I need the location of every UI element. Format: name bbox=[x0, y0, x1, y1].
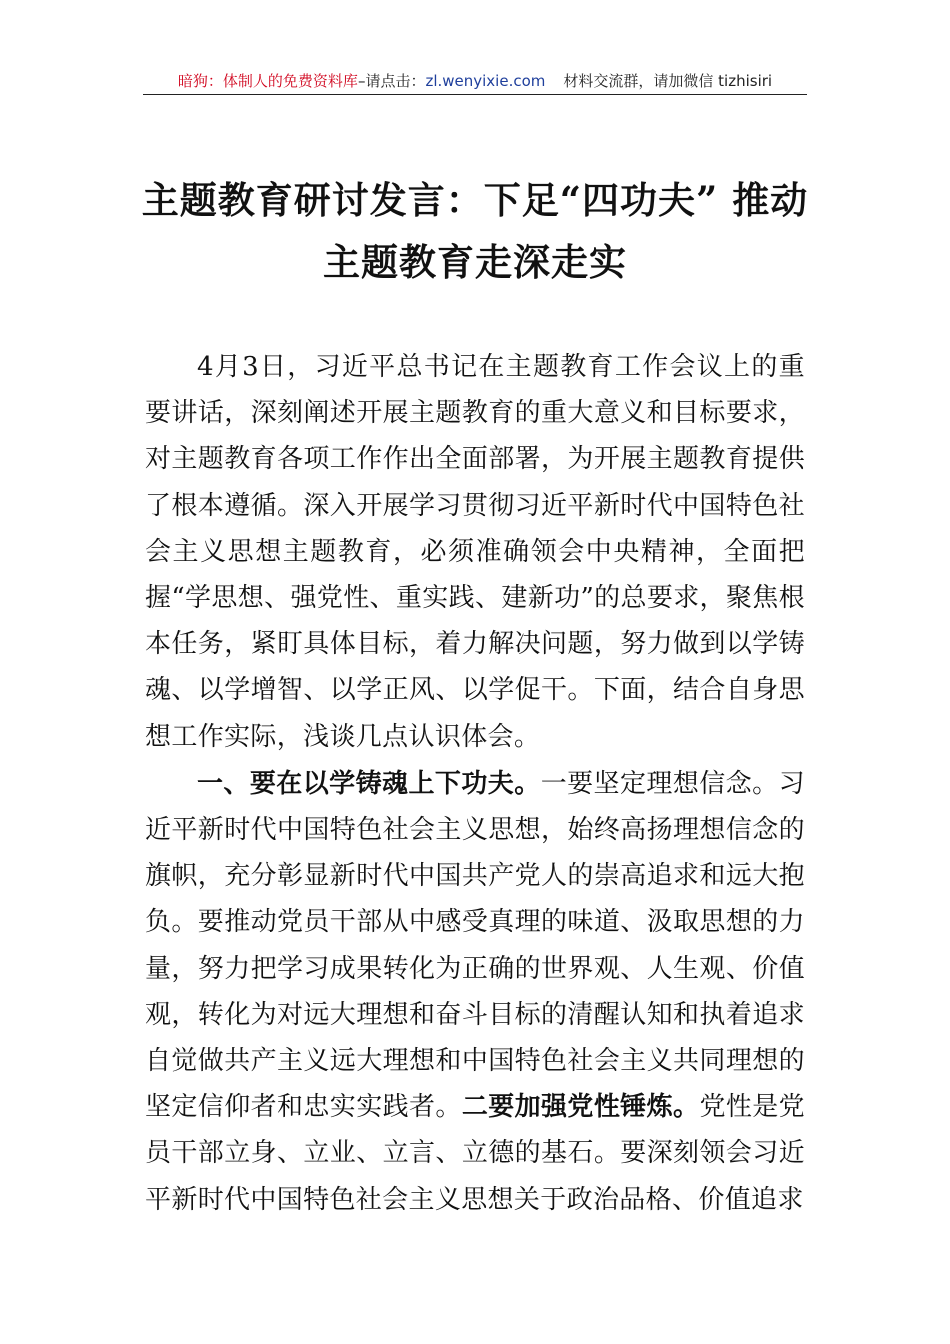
header-brand: 暗狗：体制人的免费资料库 bbox=[177, 72, 358, 90]
document-title-line-1: 主题教育研讨发言：下足“四功夫” 推动 bbox=[141, 178, 809, 222]
section-1-subheading-2: 二要加强党性锤炼。 bbox=[461, 1092, 700, 1123]
document-body bbox=[145, 344, 805, 1223]
header-prompt: –请点击： bbox=[357, 72, 426, 90]
section-1-text-2: 党性是党员干部立身、立业、立言、立德的基石。要深刻领会习近平新时代中国特色社会主义思想关于政治品格、价值追求 bbox=[145, 1092, 806, 1215]
section-1-text-1: 一要坚定理想信念。习近平新时代中国特色社会主义思想，始终高扬理想信念的旗帜，充分彰显新时代中国共产党人的崇高追求和远大抱负。要推动党员干部从中感受真理的味道、汲取思想的力量，努力把学习成果转化为正确的世界观、人生观、价值观，转化为对远大理想和奋斗目标的清醒认知和执着追求自觉做共产主义远大理想和中国特色社会主义共同理想的坚定信仰者和忠实实践者。 bbox=[145, 768, 805, 1123]
header-contact: 材料交流群，请加微信 tizhisiri bbox=[563, 72, 773, 90]
intro-paragraph: 4月3日，习近平总书记在主题教育工作会议上的重要讲话，深刻阐述开展主题教育的重大意义和目标要求，对主题教育各项工作作出全面部署，为开展主题教育提供了根本遵循。深入开展学习贯彻习近平新时代中国特色社会主义思想主题教育，必须准确领会中央精神，全面把握“学思想、强党性、重实践、建新功”的总要求，聚焦根本任务，紧盯具体目标，着力解决问题，努力做到以学铸魂、以学增智、以学正风、以学促干。下面，结合自身思想工作实际，浅谈几点认识体会。 bbox=[145, 352, 805, 752]
section-1-heading: 一、要在以学铸魂上下功夫。 bbox=[197, 768, 541, 799]
page-header bbox=[143, 70, 807, 95]
document-title-line-2: 主题教育走深走实 bbox=[323, 240, 627, 284]
section-1-paragraph bbox=[145, 761, 805, 1223]
header-url-link[interactable]: zl.wenyixie.com bbox=[425, 72, 546, 90]
